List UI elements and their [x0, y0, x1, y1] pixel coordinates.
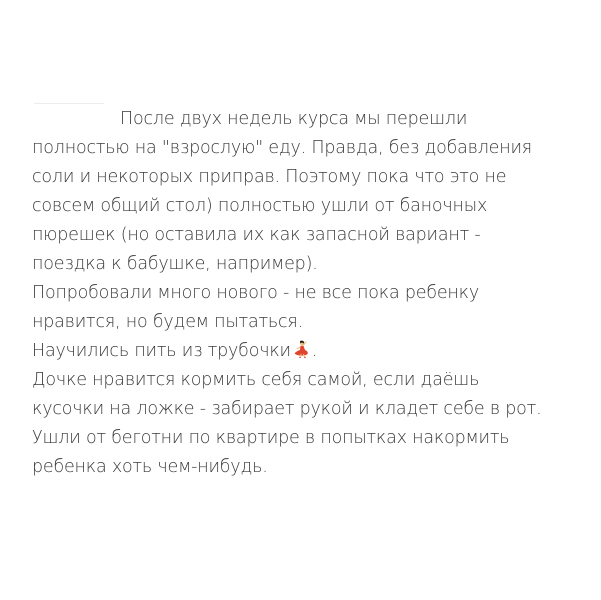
- text-line-12: Ушли от беготни по квартире в попытках накормить: [32, 428, 510, 448]
- divider-line: [34, 103, 104, 104]
- dancer-emoji-icon: [292, 340, 312, 358]
- text-line-11: кусочки на ложке - забирает рукой и кладет себе в рот.: [32, 399, 542, 419]
- post-text: [32, 105, 592, 497]
- text-line-3: соли и некоторых приправ. Поэтому пока что это не: [32, 167, 507, 187]
- text-line-8: нравится, но будем пытаться.: [32, 312, 303, 332]
- text-line-6: поездка к бабушке, например).: [32, 254, 318, 274]
- text-line-10: Дочке нравится кормить себя самой, если даёшь: [32, 370, 480, 390]
- text-line-4: совсем общий стол) полностью ушли от баночных: [32, 196, 488, 216]
- text-line-9: Научились пить из трубочки .: [32, 341, 318, 361]
- text-line-2: полностью на "взрослую" еду. Правда, без добавления: [32, 138, 532, 158]
- text-line-7: Попробовали много нового - не все пока ребенку: [32, 283, 479, 303]
- text-line-1: После двух недель курса мы перешли: [120, 109, 468, 129]
- text-line-13: ребенка хоть чем-нибудь.: [32, 457, 268, 477]
- text-line-5: пюрешек (но оставила их как запасной вариант -: [32, 225, 481, 245]
